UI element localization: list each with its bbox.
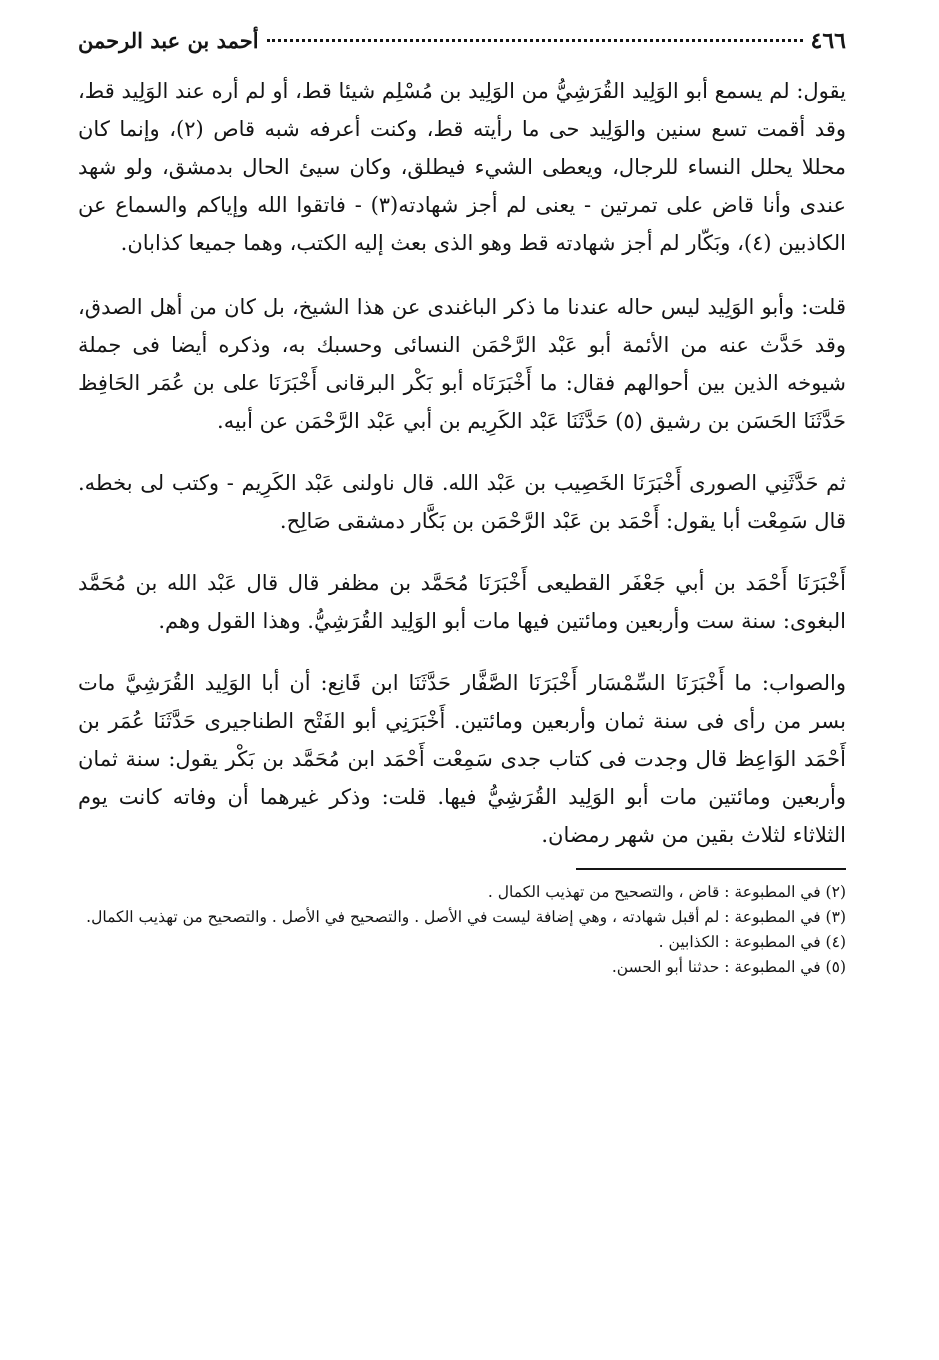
footnote-5: (٥) في المطبوعة : حدثنا أبو الحسن.: [611, 958, 846, 976]
running-title: أحمد بن عبد الرحمن: [78, 28, 259, 53]
book-page: [78, 28, 846, 980]
paragraph-3: ثم حَدَّثَنِي الصورى أَخْبَرَنَا الخَصِيب بن عَبْد الله. قال ناولنى عَبْد الكَرِيم - وكتب لى بخطه. قال سَمِعْت أبا يقول: أَحْمَد بن عَبْد الرَّحْمَن بن بَكَّار دمشقى صَالِح.: [78, 471, 847, 533]
footnotes: [78, 880, 846, 980]
paragraph-2: قلت: وأبو الوَلِيد ليس حاله عندنا ما ذكر الباغندى عن هذا الشيخ، بل كان من أهل الصدق، وقد حَدَّث عنه من الأئمة أبو عَبْد الرَّحْمَن النسائى وحسبك به، وذكره أيضا فى جملة شيوخه الذين بين أحوالهم فقال: ما أَخْبَرَنَاه أبو بَكْر البرقانى أَخْبَرَنَا على بن عُمَر الحَافِظ حَدَّثَنَا الحَسَن بن رشيق (٥) حَدَّثَنَا عَبْد الكَرِيم بن أبي عَبْد الرَّحْمَن عن أبيه.: [78, 295, 846, 433]
body-text: [78, 72, 846, 854]
footnote-4: (٤) في المطبوعة : الكذابين .: [658, 933, 846, 951]
paragraph-1: يقول: لم يسمع أبو الوَلِيد القُرَشِيُّ من الوَلِيد بن مُسْلِم شيئا قط، أو لم أره عند الوَلِيد قط، وقد أقمت تسع سنين والوَلِيد حى ما رأيته قط، وكنت أعرفه شبه قاص (٢)، وإنما كان محللا يحلل النساء للرجال، ويعطى الشيء فيطلق، وكان سيئ الحال بدمشق، ولو شهد عندى وأنا قاض على تمرتين - يعنى لم أجز شهادته(٣) - فاتقوا الله وإياكم والسماع عن الكاذبين (٤)، وبَكّار لم أجز شهادته قط وهو الذى بعث إليه الكتب، وهما جميعا كذابان.: [78, 79, 846, 255]
dotted-leader: [267, 39, 803, 42]
footnote-3: (٣) في المطبوعة : لم أقبل شهادته ، وهي إضافة ليست في الأصل . والتصحيح في الأصل . والتصحيح من تهذيب الكمال.: [86, 908, 846, 926]
page-number: ٤٦٦: [810, 28, 846, 54]
paragraph-4: أَخْبَرَنَا أَحْمَد بن أبي جَعْفَر القطيعى أَخْبَرَنَا مُحَمَّد بن مظفر قال قال عَبْد الله بن مُحَمَّد البغوى: سنة ست وأربعين ومائتين فيها مات أبو الوَلِيد القُرَشِيُّ. وهذا القول وهم.: [78, 571, 846, 633]
running-header: [78, 28, 846, 72]
footnote-2: (٢) في المطبوعة : قاض ، والتصحيح من تهذيب الكمال .: [487, 883, 846, 901]
footnote-separator: [576, 868, 846, 870]
paragraph-5: والصواب: ما أَخْبَرَنَا السِّمْسَار أَخْبَرَنَا الصَّفَّار حَدَّثَنَا ابن قَانِع: أن أبا الوَلِيد القُرَشِيَّ مات بسر من رأى فى سنة ثمان وأربعين ومائتين. أَخْبَرَنِي أبو الفَتْح الطناجيرى حَدَّثَنَا عُمَر بن أَحْمَد الوَاعِظ قال وجدت فى كتاب جدى سَمِعْت أَحْمَد ابن مُحَمَّد بن بَكْر يقول: سنة ثمان وأربعين ومائتين مات أبو الوَلِيد القُرَشِيُّ فيها. قلت: وذكر غيرهما أن وفاته كانت يوم الثلاثاء لثلاث بقين من شهر رمضان.: [78, 671, 846, 847]
